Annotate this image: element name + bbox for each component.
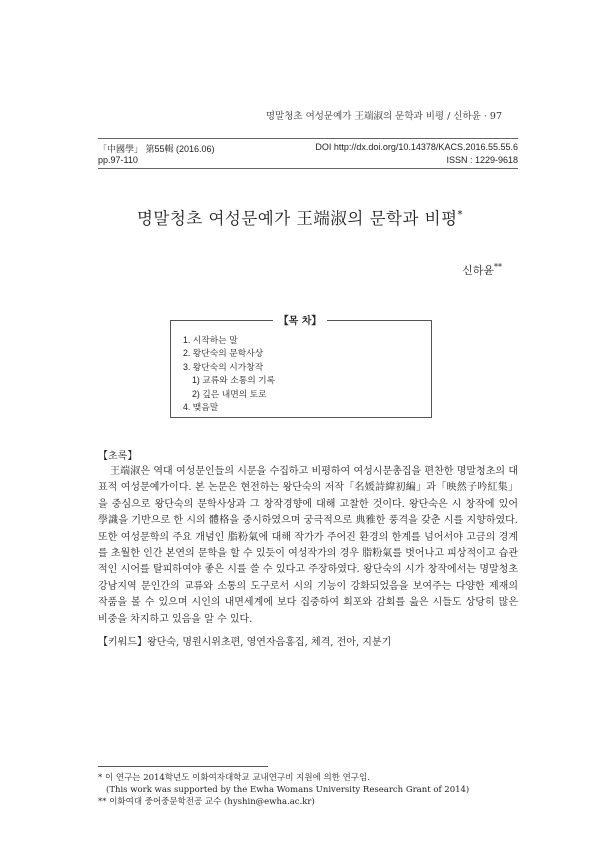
footnote-funding-en: (This work was supported by the Ewha Womans University Research Grant of 2014) [106, 785, 470, 795]
toc-item[interactable]: 4. 맺음말 [183, 402, 219, 413]
issn: ISSN : 1229-9618 [446, 155, 518, 165]
journal-info: 「中國學」 第55輯 (2016.06) [98, 144, 215, 154]
author-name: 신하윤 [462, 264, 494, 277]
page-range: pp.97-110 [98, 155, 138, 165]
paper-title-text: 명말청초 여성문예가 王端淑의 문학과 비평 [136, 209, 458, 228]
meta-bottom-rule [98, 168, 518, 169]
toc-heading [0, 312, 600, 327]
meta-top-rule [98, 138, 518, 139]
author-footnote-mark: ** [494, 262, 502, 272]
toc-item[interactable]: 2. 왕단숙의 문학사상 [183, 348, 264, 359]
toc-subitem[interactable]: 2) 깊은 내면의 토로 [192, 388, 267, 399]
toc-list [183, 334, 275, 414]
toc-heading-text: 【목 차】 [273, 316, 328, 327]
toc-subitem[interactable]: 1) 교류와 소통의 기록 [192, 375, 276, 386]
doi-link[interactable]: DOI http://dx.doi.org/10.14378/KACS.2016.55.55.6 [315, 142, 518, 152]
footnotes [98, 772, 518, 808]
abstract-label: 【초록】 [98, 451, 138, 462]
footnote-funding: * 이 연구는 2014학년도 이화여자대학교 교내연구비 지원에 의한 연구임. [98, 773, 370, 783]
footnote-rule [98, 766, 268, 767]
running-header: 명말청초 여성문예가 王端淑의 문학과 비평 / 신하윤 · 97 [265, 111, 502, 122]
paper-title [60, 205, 540, 229]
abstract-body: 王端淑은 역대 여성문인들의 시문을 수집하고 비평하여 여성시문총집을 편찬한 명말청초의 대표적 여성문예가이다. 본 논문은 현전하는 왕단숙의 저작「名媛詩緯初編」과「映然子吟紅集」을 중심으로 왕단숙의 문학사상과 그 창작경향에 대해 고찰한 것이다. 왕단숙은 시 창작에 있어 學識을 기반으로 한 시의 體格을 중시하였으며 궁극적으로 典雅한 풍격을 갖춘 시를 지향하였다. 또한 여성문학의 주요 개념인 脂粉氣에 대해 작가가 주어진 환경의 한계를 넘어서야 고금의 경계를 초월한 인간 본연의 문학을 할 수 있듯이 여성작가의 경우 脂粉氣를 벗어나고 피상적이고 습관적인 시어를 탈피하여야 좋은 시를 쓸 수 있다고 주장하였다. 왕단숙의 시가 창작에서는 명말청초 강남지역 문인간의 교류와 소통의 도구로서 시의 기능이 강화되었음을 보여주는 다양한 제재의 작품을 볼 수 있으며 시인의 내면세계에 보다 집중하여 회포와 감회를 읊은 시들도 상당히 많은 비중을 차지하고 있음을 알 수 있다. [98, 466, 518, 625]
keywords: 【키워드】왕단숙, 명원시위초편, 영연자음홍집, 체격, 전아, 지분기 [98, 637, 392, 648]
toc-item[interactable]: 1. 시작하는 말 [183, 335, 238, 345]
author [462, 262, 502, 278]
meta-row-1 [98, 142, 518, 155]
title-footnote-mark: * [457, 209, 464, 221]
footnote-author: ** 이화여대 중어중문학전공 교수 (hyshin@ewha.ac.kr) [98, 797, 315, 807]
meta-row-2 [98, 155, 518, 165]
toc-item[interactable]: 3. 왕단숙의 시가창작 [183, 361, 264, 372]
